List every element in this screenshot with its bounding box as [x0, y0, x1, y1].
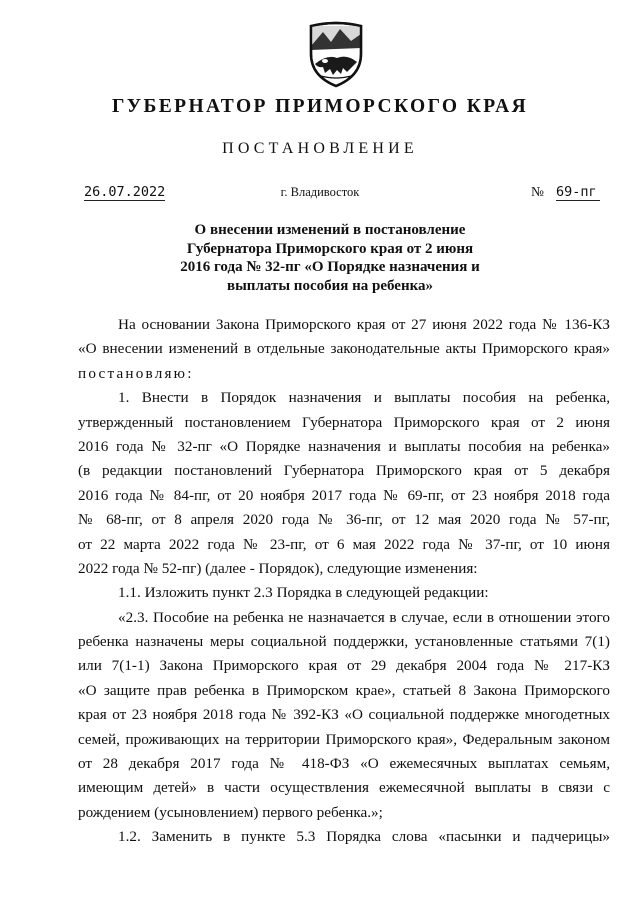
body-line: от 28 декабря 2017 года № 418-ФЗ «О ежемесячных выплатах семьям, [78, 755, 610, 773]
governor-title: ГУБЕРНАТОР ПРИМОРСКОГО КРАЯ [111, 96, 529, 117]
document-meta-row [0, 184, 640, 206]
document-date: 26.07.2022 [84, 184, 166, 200]
body-line: «2.3. Пособие на ребенка не назначается в случае, если в отношении этого [118, 608, 610, 626]
body-line: края от 23 ноября 2018 года № 392-КЗ «О социальной поддержке многодетных [78, 706, 610, 724]
document-body [78, 313, 610, 850]
body-line: № 68-пг, от 8 апреля 2020 года № 36-пг, от 12 мая 2020 года № 57-пг, [78, 511, 610, 529]
body-line: «О внесении изменений в отдельные законодательные акты Приморского края» [78, 340, 610, 358]
subject-line: Губернатора Приморского края от 2 июня [186, 240, 474, 257]
subject-line: О внесении изменений в постановление [194, 222, 466, 238]
body-line: 2016 года № 84-пг, от 20 ноября 2017 года № 69-пг, от 23 ноября 2018 года [78, 486, 610, 504]
body-line: 1.2. Заменить в пункте 5.3 Порядка слова «пасынки и падчерицы» [118, 828, 610, 846]
number-sign: № [531, 184, 544, 199]
body-line: семей, проживающих на территории Приморского края», Федеральным законом [78, 730, 610, 748]
body-line: рождением (усыновлением) первого ребенка.»; [78, 803, 383, 821]
body-line: от 22 марта 2022 года № 23-пг, от 6 мая 2022 года № 37-пг, от 10 июня [78, 535, 610, 553]
body-line: 1. Внести в Порядок назначения и выплаты пособия на ребенка, [118, 389, 610, 407]
body-line: ребенка назначены меры социальной поддержки, установленные статьями 7(1) [78, 633, 610, 651]
subject-line: 2016 года № 32-пг «О Порядке назначения и [180, 259, 480, 275]
document-type: ПОСТАНОВЛЕНИЕ [222, 140, 418, 157]
subject-line: выплаты пособия на ребенка» [226, 277, 434, 294]
body-line: или 7(1-1) Закона Приморского края от 29 декабря 2004 года № 217-КЗ [78, 657, 610, 675]
document-number: 69-пг [556, 184, 600, 201]
body-line: 2022 года № 52-пг) (далее - Порядок), следующие изменения: [78, 559, 478, 577]
body-line: 1.1. Изложить пункт 2.3 Порядка в следующей редакции: [118, 584, 489, 602]
body-line: имеющим детей» в части осуществления ежемесячной выплаты в связи с [78, 779, 610, 797]
document-subject [140, 221, 520, 295]
body-line: «О защите прав ребенка в Приморском крае», статьей 8 Закона Приморского [78, 681, 610, 699]
body-line: 2016 года № 32-пг «О Порядке назначения и выплаты пособия на ребенка» [78, 437, 610, 455]
document-city: г. Владивосток [280, 185, 360, 199]
body-line: (в редакции постановлений Губернатора Приморского края от 5 декабря [78, 462, 610, 480]
body-line: утвержденный постановлением Губернатора Приморского края от 2 июня [78, 413, 610, 431]
body-line: На основании Закона Приморского края от 27 июня 2022 года № 136-КЗ [118, 316, 610, 333]
body-line-resolve: постановляю: [78, 364, 194, 382]
coat-of-arms-icon [307, 20, 365, 90]
